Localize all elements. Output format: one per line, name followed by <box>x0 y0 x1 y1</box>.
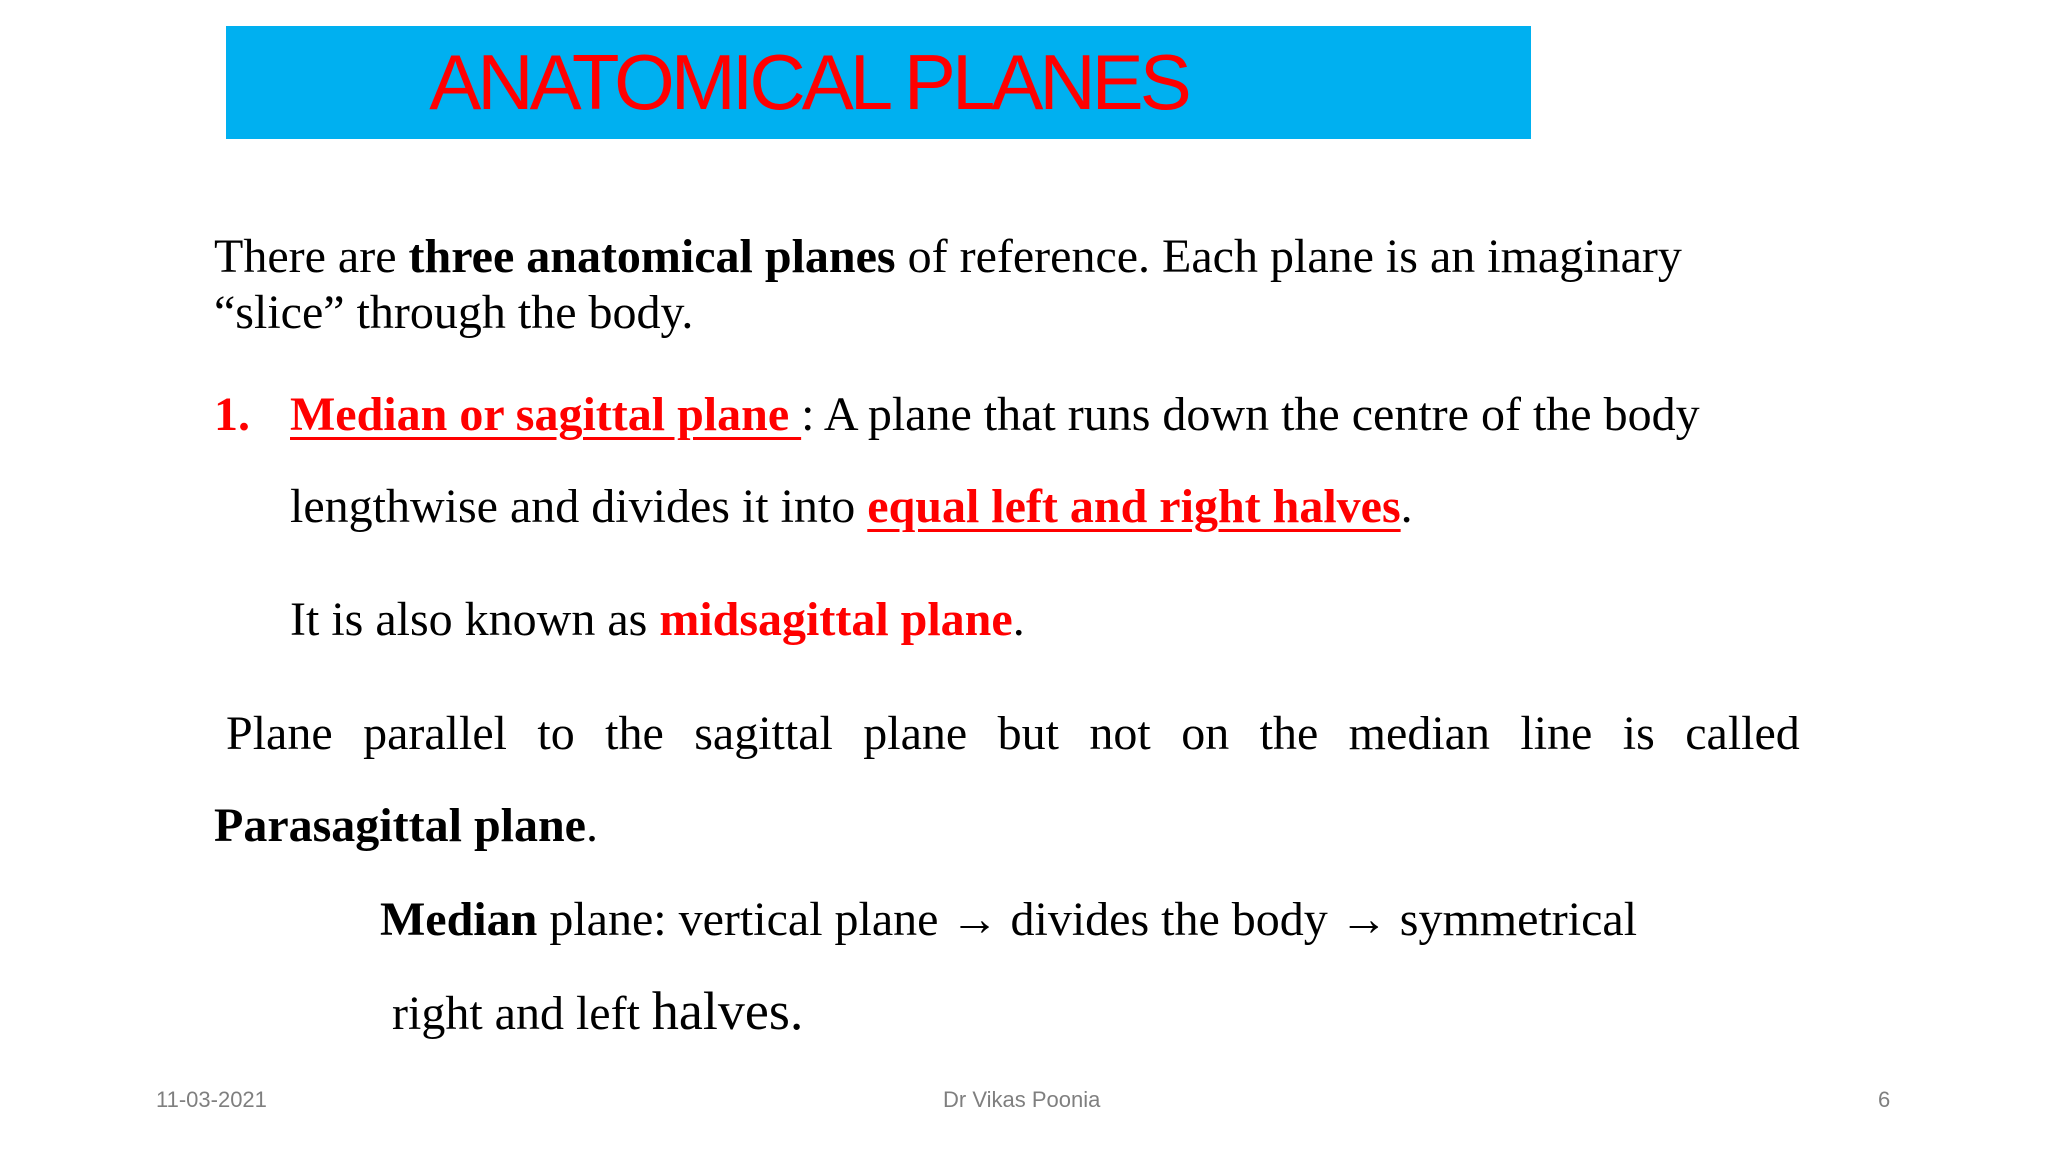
parasagittal-word: on <box>1181 707 1230 760</box>
intro-line-2: “slice” through the body. <box>214 286 694 339</box>
item1-line-2 <box>290 480 1413 533</box>
intro-text-b: of reference. Each plane is an imaginary <box>895 230 1682 283</box>
title-banner <box>226 26 1531 139</box>
slide-title: ANATOMICAL PLANES <box>429 38 1188 126</box>
parasagittal-line-2 <box>214 799 598 852</box>
item1-line2-text: lengthwise and divides it into <box>290 480 868 533</box>
summary-bold-term: Median <box>380 893 538 946</box>
item1-heading: Median or sagittal plane <box>290 388 802 441</box>
intro-bold-term: three anatomical planes <box>408 230 896 283</box>
parasagittal-word: the <box>1259 707 1319 760</box>
item1-highlight-midsagittal: midsagittal plane <box>659 593 1013 646</box>
parasagittal-term: Parasagittal plane <box>214 799 586 852</box>
footer-date: 11-03-2021 <box>156 1087 267 1112</box>
parasagittal-word: not <box>1089 707 1151 760</box>
item1-line-3 <box>290 593 1025 646</box>
parasagittal-word: but <box>997 707 1059 760</box>
summary-line2-text: right and left <box>392 987 652 1040</box>
summary-line1-text: plane: vertical plane → divides the body → symmetrical <box>537 893 1638 946</box>
parasagittal-word: is <box>1622 707 1655 760</box>
summary-line-2 <box>392 981 804 1041</box>
footer-page-number: 6 <box>1878 1087 1891 1112</box>
item1-description: : A plane that runs down the centre of the body <box>801 388 1700 441</box>
intro-text-a: There are <box>214 230 409 283</box>
item1-line2-end: . <box>1400 480 1413 533</box>
item1-line-1 <box>290 388 1700 441</box>
parasagittal-word: median <box>1348 707 1490 760</box>
list-number: 1. <box>214 388 250 441</box>
parasagittal-word: plane <box>863 707 968 760</box>
parasagittal-term-end: . <box>585 799 598 852</box>
parasagittal-word: called <box>1685 707 1800 760</box>
parasagittal-word: the <box>605 707 664 760</box>
footer-author: Dr Vikas Poonia <box>943 1087 1101 1112</box>
parasagittal-line-1 <box>226 707 1800 760</box>
parasagittal-word: Plane <box>226 707 333 760</box>
parasagittal-word: to <box>537 707 575 760</box>
parasagittal-word: parallel <box>363 707 507 760</box>
summary-line-1 <box>380 893 1638 946</box>
summary-line2-big: halves. <box>651 981 804 1041</box>
parasagittal-word: line <box>1520 707 1593 760</box>
item1-line3-end: . <box>1012 593 1025 646</box>
item1-line3-text: It is also known as <box>290 593 660 646</box>
parasagittal-word: sagittal <box>694 707 833 760</box>
intro-line-1 <box>214 230 1682 283</box>
item1-highlight-halves: equal left and right halves <box>867 480 1401 533</box>
